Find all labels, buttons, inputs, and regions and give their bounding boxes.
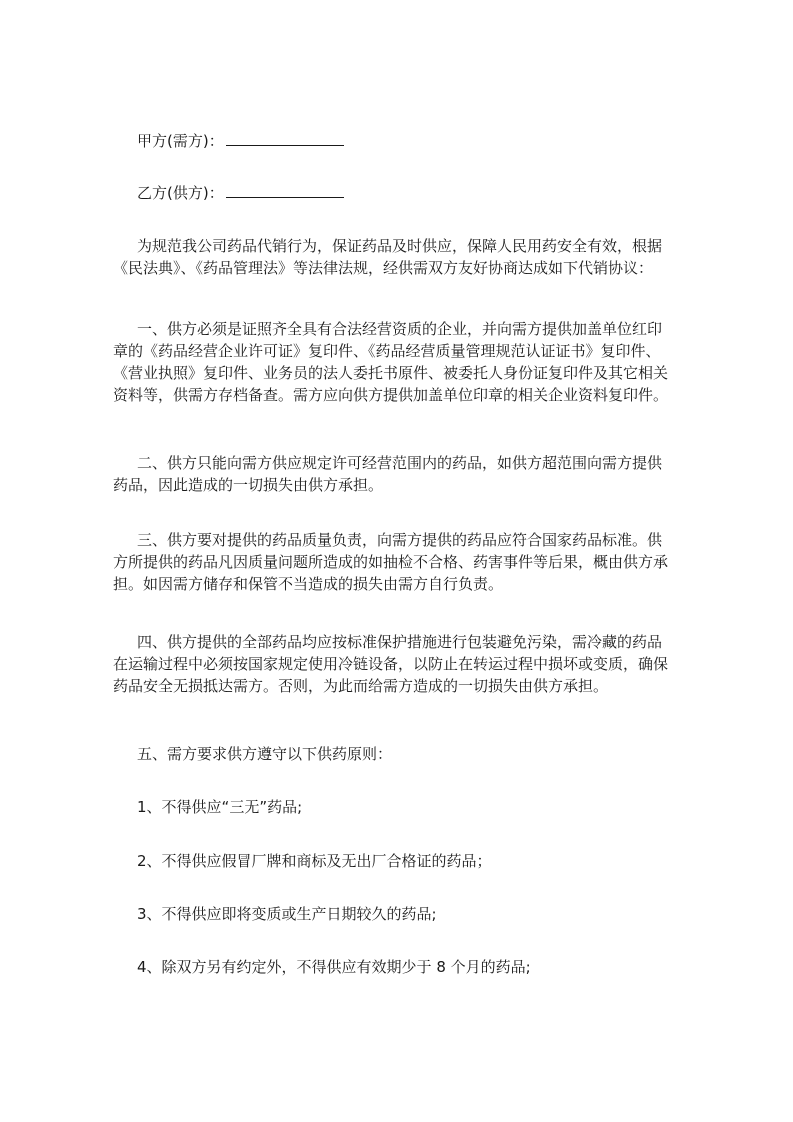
clause-line: 方所提供的药品凡因质量问题所造成的如抽检不合格、药害事件等后果，概由供方承 (113, 553, 669, 571)
clause-4 (113, 631, 703, 697)
supply-rule-item: 1、不得供应“三无”药品; (137, 798, 303, 816)
clause-line: 药品，因此造成的一切损失由供方承担。 (113, 476, 384, 494)
supply-rule-item: 4、除双方另有约定外，不得供应有效期少于 8 个月的药品; (137, 958, 531, 976)
intro-line: 《民法典》、《药品管理法》等法律法规，经供需双方友好协商达成如下代销协议： (113, 259, 654, 277)
party-b-blank (226, 183, 344, 198)
supply-rule-item: 3、不得供应即将变质或生产日期较久的药品; (137, 905, 437, 923)
party-b-label: 乙方(供方)： (137, 184, 224, 202)
party-a-blank (226, 131, 344, 146)
clause-line: 二、供方只能向需方供应规定许可经营范围内的药品，如供方超范围向需方提供 (137, 454, 663, 472)
clause-line: 《营业执照》复印件、业务员的法人委托书原件、被委托人身份证复印件及其它相关 (113, 364, 669, 382)
intro-paragraph (113, 235, 703, 279)
clause-line: 四、供方提供的全部药品均应按标准保护措施进行包装避免污染，需冷藏的药品 (137, 633, 663, 651)
clause-1 (113, 318, 703, 406)
party-a-line (137, 130, 344, 152)
clause-line: 药品安全无损抵达需方。否则，为此而给需方造成的一切损失由供方承担。 (113, 677, 609, 695)
clause-3 (113, 529, 703, 595)
intro-line: 为规范我公司药品代销行为，保证药品及时供应，保障人民用药安全有效，根据 (137, 237, 663, 255)
clause-line: 一、供方必须是证照齐全具有合法经营资质的企业，并向需方提供加盖单位红印 (137, 320, 663, 338)
supply-rule-item: 2、不得供应假冒厂牌和商标及无出厂合格证的药品； (137, 852, 492, 870)
clause-5-heading: 五、需方要求供方遵守以下供药原则： (137, 745, 393, 763)
clause-line: 章的《药品经营企业许可证》复印件、《药品经营质量管理规范认证证书》复印件、 (113, 342, 661, 360)
clause-2 (113, 452, 703, 496)
clause-line: 三、供方要对提供的药品质量负责，向需方提供的药品应符合国家药品标准。供 (137, 531, 663, 549)
party-b-line (137, 182, 344, 204)
party-a-label: 甲方(需方)： (137, 132, 224, 150)
clause-line: 担。如因需方储存和保管不当造成的损失由需方自行负责。 (113, 575, 504, 593)
clause-line: 在运输过程中必须按国家规定使用冷链设备，以防止在转运过程中损坏或变质，确保 (113, 655, 669, 673)
clause-line: 资料等，供需方存档备查。需方应向供方提供加盖单位印章的相关企业资料复印件。 (113, 386, 669, 404)
